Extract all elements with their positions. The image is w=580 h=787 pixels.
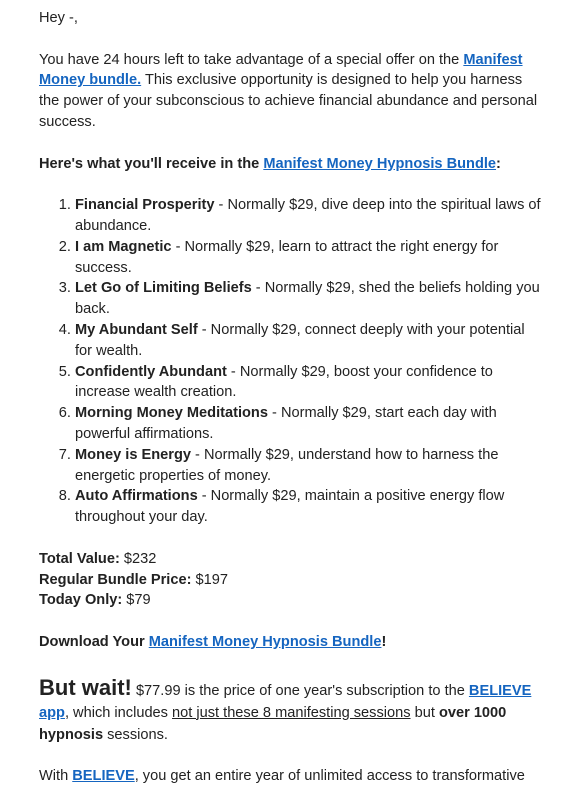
believe-link[interactable]: BELIEVE — [72, 768, 135, 785]
hypnosis-bundle-link[interactable]: Manifest Money Hypnosis Bundle — [263, 155, 497, 172]
item-title: Morning Money Meditations — [75, 405, 268, 422]
wait-text-3: but — [410, 704, 439, 721]
regular-price-line — [39, 570, 544, 591]
greeting: Hey -, — [39, 10, 78, 26]
download-text-after: ! — [381, 633, 387, 650]
item-desc: - Normally $29, learn to attract the right energy for success. — [75, 238, 499, 276]
intro-text-before: You have 24 hours left to take advantage of a special offer on the — [39, 51, 464, 68]
bundle-list — [39, 195, 544, 528]
item-title: Auto Affirmations — [75, 488, 198, 505]
regular-price-amount: $197 — [191, 571, 228, 588]
receive-text-before: Here's what you'll receive in the — [39, 155, 264, 172]
wait-bold-text: over 1000 hypnosis — [39, 704, 507, 743]
item-title: My Abundant Self — [75, 321, 198, 338]
manifest-money-bundle-link[interactable]: Manifest Money bundle. — [39, 51, 523, 89]
download-text-before: Download Your — [39, 633, 149, 650]
item-desc: - Normally $29, connect deeply with your potential for wealth. — [75, 321, 525, 359]
list-item — [75, 403, 544, 445]
wait-text-2: , which includes — [64, 704, 173, 721]
today-price-amount: $79 — [122, 592, 151, 609]
receive-text-after: : — [496, 155, 501, 172]
total-value-line — [39, 549, 544, 570]
list-item — [75, 320, 544, 362]
intro-text-after: This exclusive opportunity is designed to help you harness the power of your subconscious to achieve financial abundance and personal success. — [39, 72, 538, 130]
list-item — [75, 486, 544, 528]
item-title: Money is Energy — [75, 446, 191, 463]
list-item — [75, 445, 544, 487]
believe-paragraph — [39, 766, 544, 787]
download-line — [39, 632, 544, 653]
item-desc: - Normally $29, maintain a positive energy flow throughout your day. — [75, 488, 505, 526]
item-desc: - Normally $29, boost your confidence to increase wealth creation. — [75, 363, 493, 401]
believe-text-before: With — [39, 768, 73, 785]
total-value-amount: $232 — [119, 550, 157, 567]
but-wait-paragraph — [39, 674, 544, 746]
item-desc: - Normally $29, shed the beliefs holding you back. — [75, 280, 540, 318]
today-price-label: Today Only: — [39, 592, 123, 609]
regular-price-label: Regular Bundle Price: — [39, 571, 192, 588]
today-price-line — [39, 590, 544, 611]
believe-app-link[interactable]: BELIEVE app — [39, 682, 532, 721]
item-desc: - Normally $29, start each day with powerful affirmations. — [75, 405, 497, 442]
download-bundle-link[interactable]: Manifest Money Hypnosis Bundle — [148, 633, 382, 650]
wait-underlined-text: not just these 8 manifesting sessions — [172, 704, 411, 721]
item-desc: - Normally $29, dive deep into the spiritual laws of abundance. — [75, 197, 541, 234]
total-value-label: Total Value: — [39, 550, 120, 567]
wait-text-1: $77.99 is the price of one year's subscription to the — [131, 682, 469, 699]
pricing-block — [39, 549, 544, 611]
list-item — [75, 362, 544, 404]
item-title: Financial Prosperity — [75, 197, 215, 214]
believe-text-after: , you get an entire year of unlimited access to transformative — [134, 768, 525, 785]
intro-paragraph — [39, 50, 544, 133]
list-item — [75, 278, 544, 320]
item-title: Let Go of Limiting Beliefs — [75, 280, 252, 297]
item-desc: - Normally $29, understand how to harness the energetic properties of money. — [75, 446, 499, 484]
wait-text-4: sessions. — [103, 726, 168, 743]
item-title: Confidently Abundant — [75, 363, 227, 380]
list-item — [75, 237, 544, 279]
item-title: I am Magnetic — [75, 238, 172, 255]
receive-heading — [39, 154, 544, 175]
but-wait-heading: But wait! — [39, 674, 132, 700]
list-item — [75, 195, 544, 237]
